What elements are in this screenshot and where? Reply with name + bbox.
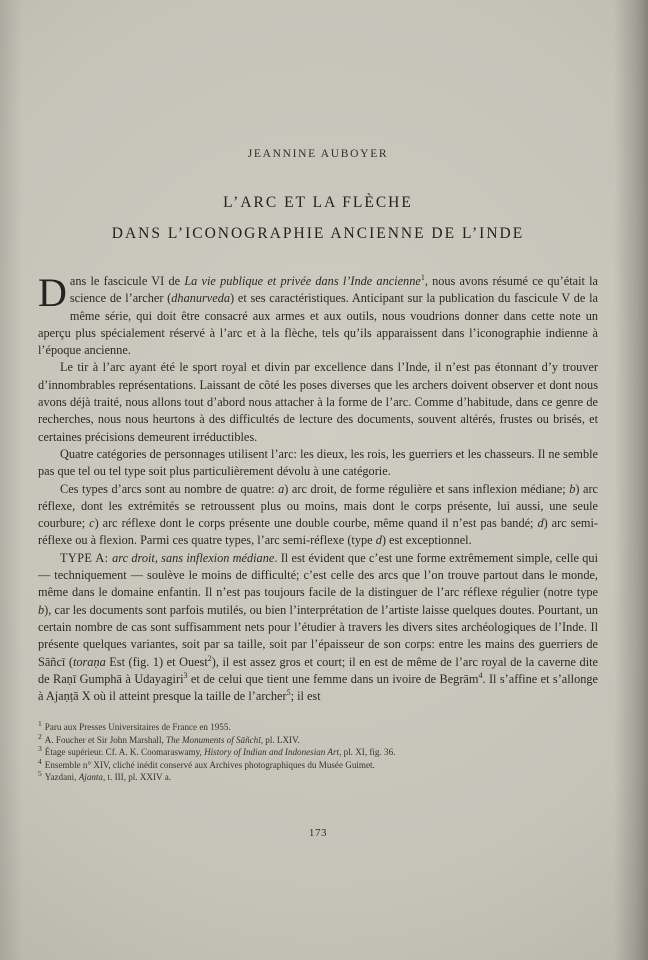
p5-italic-torana: toraṇa [72,654,106,669]
footnote-number: 2 [38,731,42,741]
p5-text-f: . Il s’affine et s’allonge à Ajaṇṭā X où il atteint presque la taille de l’archer [38,671,598,704]
p4-text-f: ) est exceptionnel. [381,533,472,548]
p5-text-g: ; il est [290,689,321,704]
footnote-italic: History of Indian and Indonesian Art [204,747,340,758]
paragraph-1 [38,270,598,359]
page-number: 173 [308,827,328,840]
p4-text-c: ) arc réflexe, dont les extrémités se retroussent plus ou moins, mais dont le corps présente, lui aussi, une seule courbure; [38,481,598,531]
footnote-text-b: , pl. LXIV. [260,734,300,745]
footnote-number: 4 [38,756,42,766]
paragraph-5 [38,550,598,706]
p5-text-a: . Il est évident que c’est une forme extrêmement simple, celle qui — techniquement — soulève le moins de difficulté; c’est celle des arcs que l’on trouve partout dans le monde, même dans le domaine enfantin. Il n’est pas toujours facile de la distinguer de l’arc réflexe régulier (notre type [38,550,598,600]
footnote-ref-1[interactable]: 1 [420,272,425,282]
footnotes-section [38,721,598,783]
p1-italic-title: La vie publique et privée dans l’Inde ancienne [184,274,421,288]
p5-label-b: b [38,602,45,617]
p4-label-d: d [537,516,544,531]
footnote-text-a: Paru aux Presses Universitaires de France en 1955. [44,722,231,733]
p4-text-a: Ces types d’arcs sont au nombre de quatre: [60,481,279,496]
page-content [38,0,598,960]
footnote-number: 5 [38,769,42,779]
p4-text-e: ) arc semi-réflexe ou à flexion. Parmi ces quatre types, l’arc semi-réflexe (type [38,516,598,548]
article-author: JEANNINE AUBOYER [247,148,389,160]
p5-italic-definition: arc droit, sans inflexion médiane [112,550,275,565]
title-line-primary: L’ARC ET LA FLÈCHE [223,194,413,211]
footnote-text-b: , t. III, pl. XXIV a. [102,772,172,783]
footnote-number: 3 [38,744,42,754]
footnote-ref-4[interactable]: 4 [478,670,483,680]
p4-label-a: a [278,481,285,496]
article-body [38,270,598,705]
p4-label-d2: d [375,533,382,548]
footnote-item [38,721,598,733]
p1-text-b: , nous avons résumé ce qu’était la science de l’archer ( [69,274,598,306]
drop-cap: D [38,270,67,315]
footnote-text-a: Yazdani, [44,772,79,783]
footnote-ref-3[interactable]: 3 [183,670,188,680]
p5-text-d: ), il est assez gros et court; il en est de même de l’arc royal de la caverne dite de Raṇī Gumphā à Udayagiri [38,654,598,686]
paragraph-2: Le tir à l’arc ayant été le sport royal et divin par excellence dans l’Inde, il n’est pas étonnant d’y trouver d’innombrables représentations. Laissant de côté les poses diverses que les archers doivent observer et dont nous avons déjà traité, nous allons tout d’abord nous attacher à la forme de l’arc. Comme d’habitude, dans ce genre de recherches, nous nous heurtons à des difficultés de lecture des documents, souvent altérés, frustes ou brisés, et certaines précisions demeurent irréductibles. [38,360,598,444]
type-a-label: TYPE A: [60,550,113,565]
p4-text-d: ) arc réflexe dont le corps présente une double courbe, même quand il n’est pas bandé; [94,516,538,531]
p5-text-c: Est (fig. 1) et Ouest [105,654,208,669]
footnote-number: 1 [38,719,42,729]
p4-label-c: c [89,516,95,531]
footnote-text-b: , pl. XI, fig. 36. [339,747,396,758]
footnote-item [38,756,598,771]
footnote-ref-2[interactable]: 2 [207,653,212,663]
footnote-italic: Ajanta [78,772,103,783]
p1-italic-term: dhanurveda [171,291,231,306]
paragraph-3: Quatre catégories de personnages utilisent l’arc: les dieux, les rois, les guerriers et les chasseurs. Il ne semble pas que tel ou tel type soit plus particulièrement dévolu à une catégorie. [38,446,598,479]
footnote-item [38,746,598,758]
footnote-text-a: A. Foucher et Sir John Marshall, [44,734,167,745]
footnote-text-a: Étage supérieur. Cf. A. K. Coomaraswamy, [44,747,205,758]
footnote-item [38,771,598,783]
footnote-item [38,731,598,746]
paragraph-4 [38,481,598,550]
title-line-secondary: DANS L’ICONOGRAPHIE ANCIENNE DE L’INDE [111,225,525,242]
footnote-text-a: Ensemble n° XIV, cliché inédit conservé aux Archives photographiques du Musée Guimet. [44,759,375,770]
p4-text-b: ) arc droit, de forme régulière et sans inflexion médiane; [284,481,570,496]
p5-text-e: et de celui que tient une femme dans un ivoire de Begrām [187,671,479,686]
p1-text-a: ans le fascicule VI de [69,274,185,288]
footnote-italic: The Monuments of Sāñchī [166,734,261,745]
p1-text-c: ) et ses caractéristiques. Anticipant sur la publication du fascicule V de la même série, qui doit être consacré aux armes et aux outils, nous voudrions donner dans cette note un aperçu plus spécialement réservé à l’arc et à la flèche, tels qu’ils apparaissent dans l’iconographie indienne à l’époque ancienne. [38,291,598,358]
p5-text-b: ), car les documents sont parfois mutilés, ou bien l’interprétation de l’artiste laisse quelques doutes. Pourtant, un certain nombre de cas sont suffisamment nets pour l’étudier à travers les divers sites archéologiques de l’Inde. Il présente quelques variantes, soit par sa taille, soit par l’épaisseur de son corps: entre les mains des guerriers de Sāñcī ( [38,602,598,669]
footnote-ref-5[interactable]: 5 [286,688,291,698]
p4-label-b: b [569,481,576,496]
article-title [38,194,598,243]
